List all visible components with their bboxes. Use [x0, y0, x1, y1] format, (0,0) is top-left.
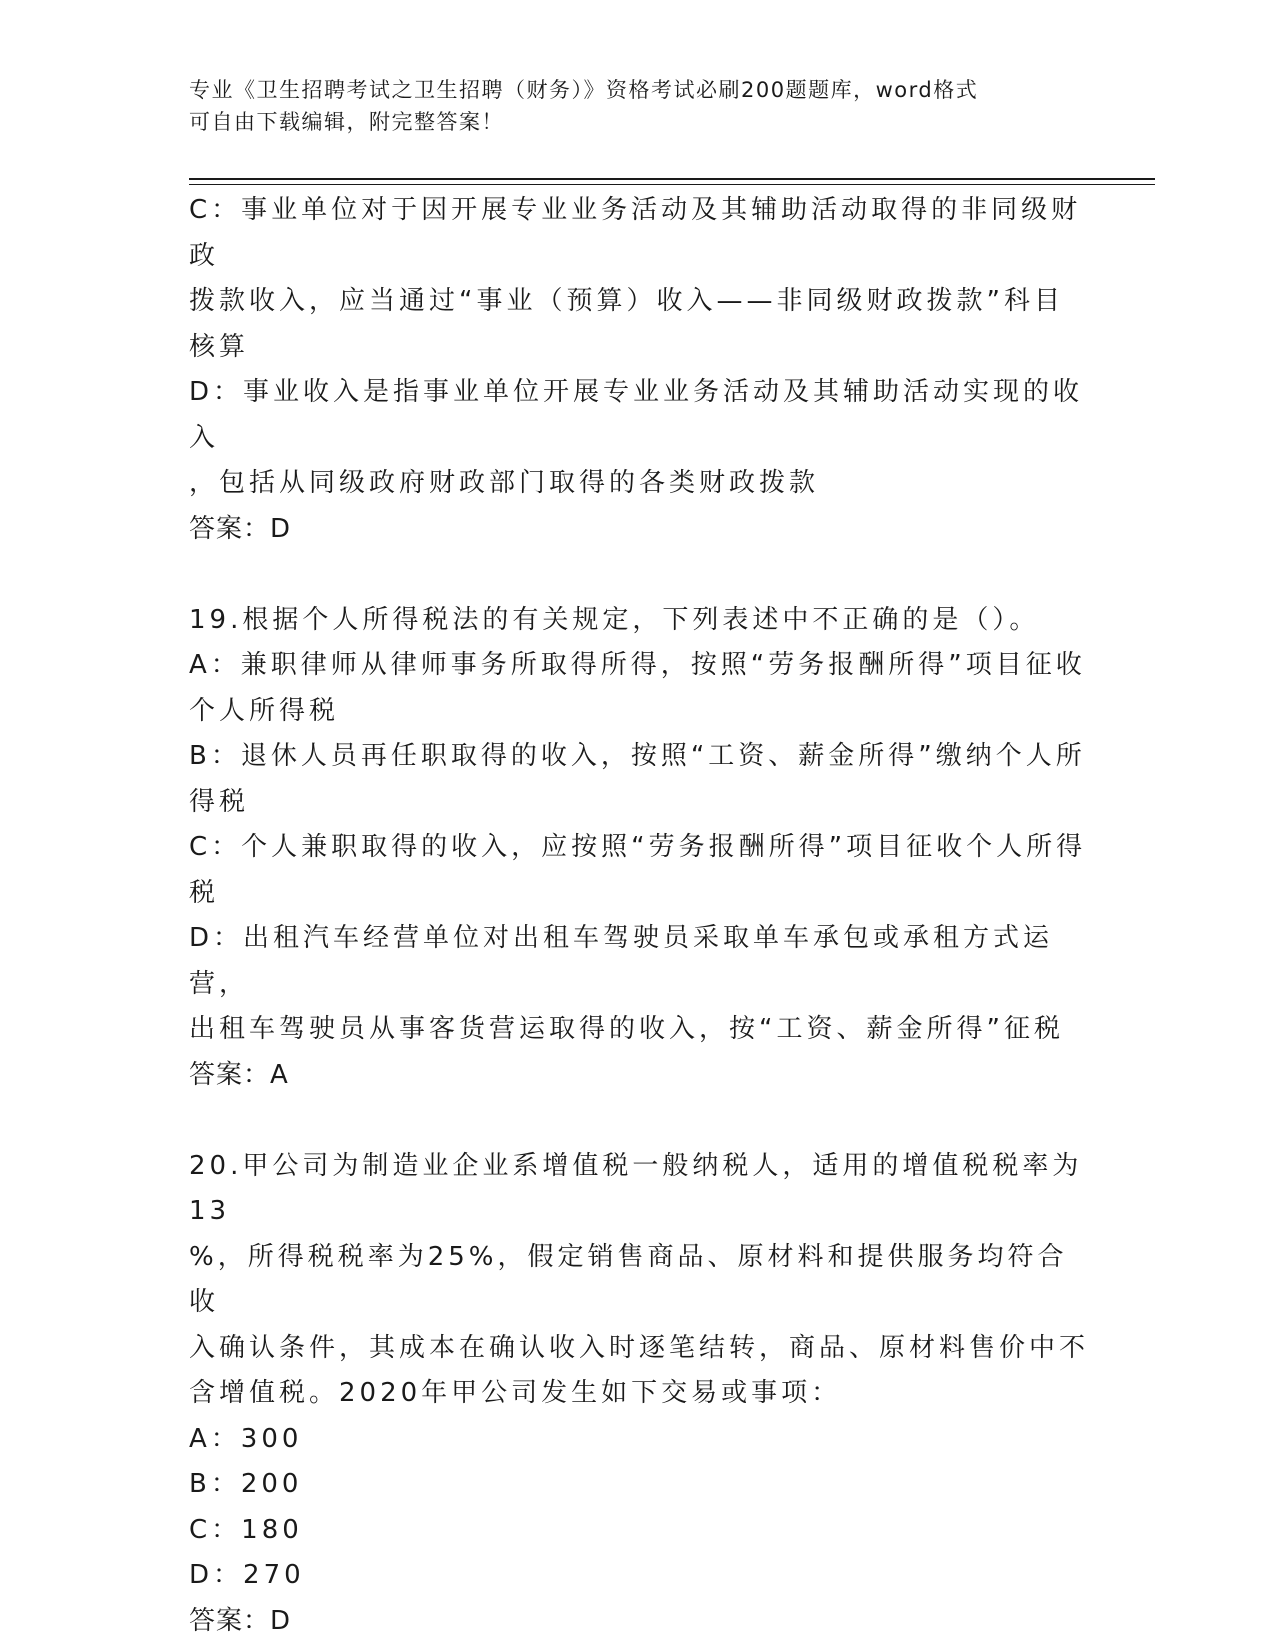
header-line-2: 可自由下载编辑，附完整答案！: [189, 110, 504, 134]
question-stem: 20.甲公司为制造业企业系增值税一般纳税人，适用的增值税税率为13: [189, 1150, 1083, 1226]
question-block-19: [189, 598, 1089, 1099]
document-body: [189, 188, 1089, 1644]
option-line: D：出租汽车经营单位对出租车驾驶员采取单车承包或承租方式运营，: [189, 923, 1054, 999]
question-block-20: [189, 1144, 1089, 1645]
option-line: 拨款收入，应当通过“事业（预算）收入——非同级财政拨款”科目: [189, 286, 1064, 316]
question-stem: 19.根据个人所得税法的有关规定，下列表述中不正确的是（）。: [189, 604, 1040, 635]
option-line: B：退休人员再任职取得的收入，按照“工资、薪金所得”缴纳个人所: [189, 741, 1086, 771]
option-line: D：事业收入是指事业单位开展专业业务活动及其辅助活动实现的收入: [189, 377, 1084, 453]
option-line: 个人所得税: [189, 695, 340, 726]
question-block-18-tail: [189, 188, 1089, 552]
option-line: C：个人兼职取得的收入，应按照“劳务报酬所得”项目征收个人所得: [189, 832, 1087, 862]
option-line: C：事业单位对于因开展专业业务活动及其辅助活动取得的非同级财政: [189, 195, 1082, 271]
header-rule-thin: [189, 184, 1155, 185]
answer-line: 答案：A: [189, 1059, 289, 1090]
page-header: [189, 74, 1069, 138]
option-line: A：兼职律师从律师事务所取得所得，按照“劳务报酬所得”项目征收: [189, 650, 1086, 680]
option-line: A：300: [189, 1423, 303, 1454]
option-line: 出租车驾驶员从事客货营运取得的收入，按“工资、薪金所得”征税: [189, 1014, 1064, 1044]
answer-line: 答案：D: [189, 1605, 292, 1636]
answer-line: 答案：D: [189, 513, 292, 544]
header-line-1: 专业《卫生招聘考试之卫生招聘（财务）》资格考试必刷200题题库，word格式: [189, 78, 979, 102]
spacer: [189, 552, 1089, 598]
option-line: B：200: [189, 1469, 303, 1499]
question-stem: 入确认条件，其成本在确认收入时逐笔结转，商品、原材料售价中不: [189, 1332, 1090, 1363]
question-stem: %，所得税税率为25%，假定销售商品、原材料和提供服务均符合收: [189, 1241, 1068, 1317]
option-line: C：180: [189, 1514, 303, 1545]
header-rule-thick: [189, 178, 1155, 180]
option-line: ，包括从同级政府财政部门取得的各类财政拨款: [189, 468, 820, 498]
spacer: [189, 1098, 1089, 1144]
question-stem: 含增值税。2020年甲公司发生如下交易或事项：: [189, 1378, 842, 1408]
option-line: 核算: [189, 331, 250, 362]
option-line: D：270: [189, 1560, 305, 1590]
option-line: 得税: [189, 786, 250, 817]
option-line: 税: [189, 877, 220, 908]
